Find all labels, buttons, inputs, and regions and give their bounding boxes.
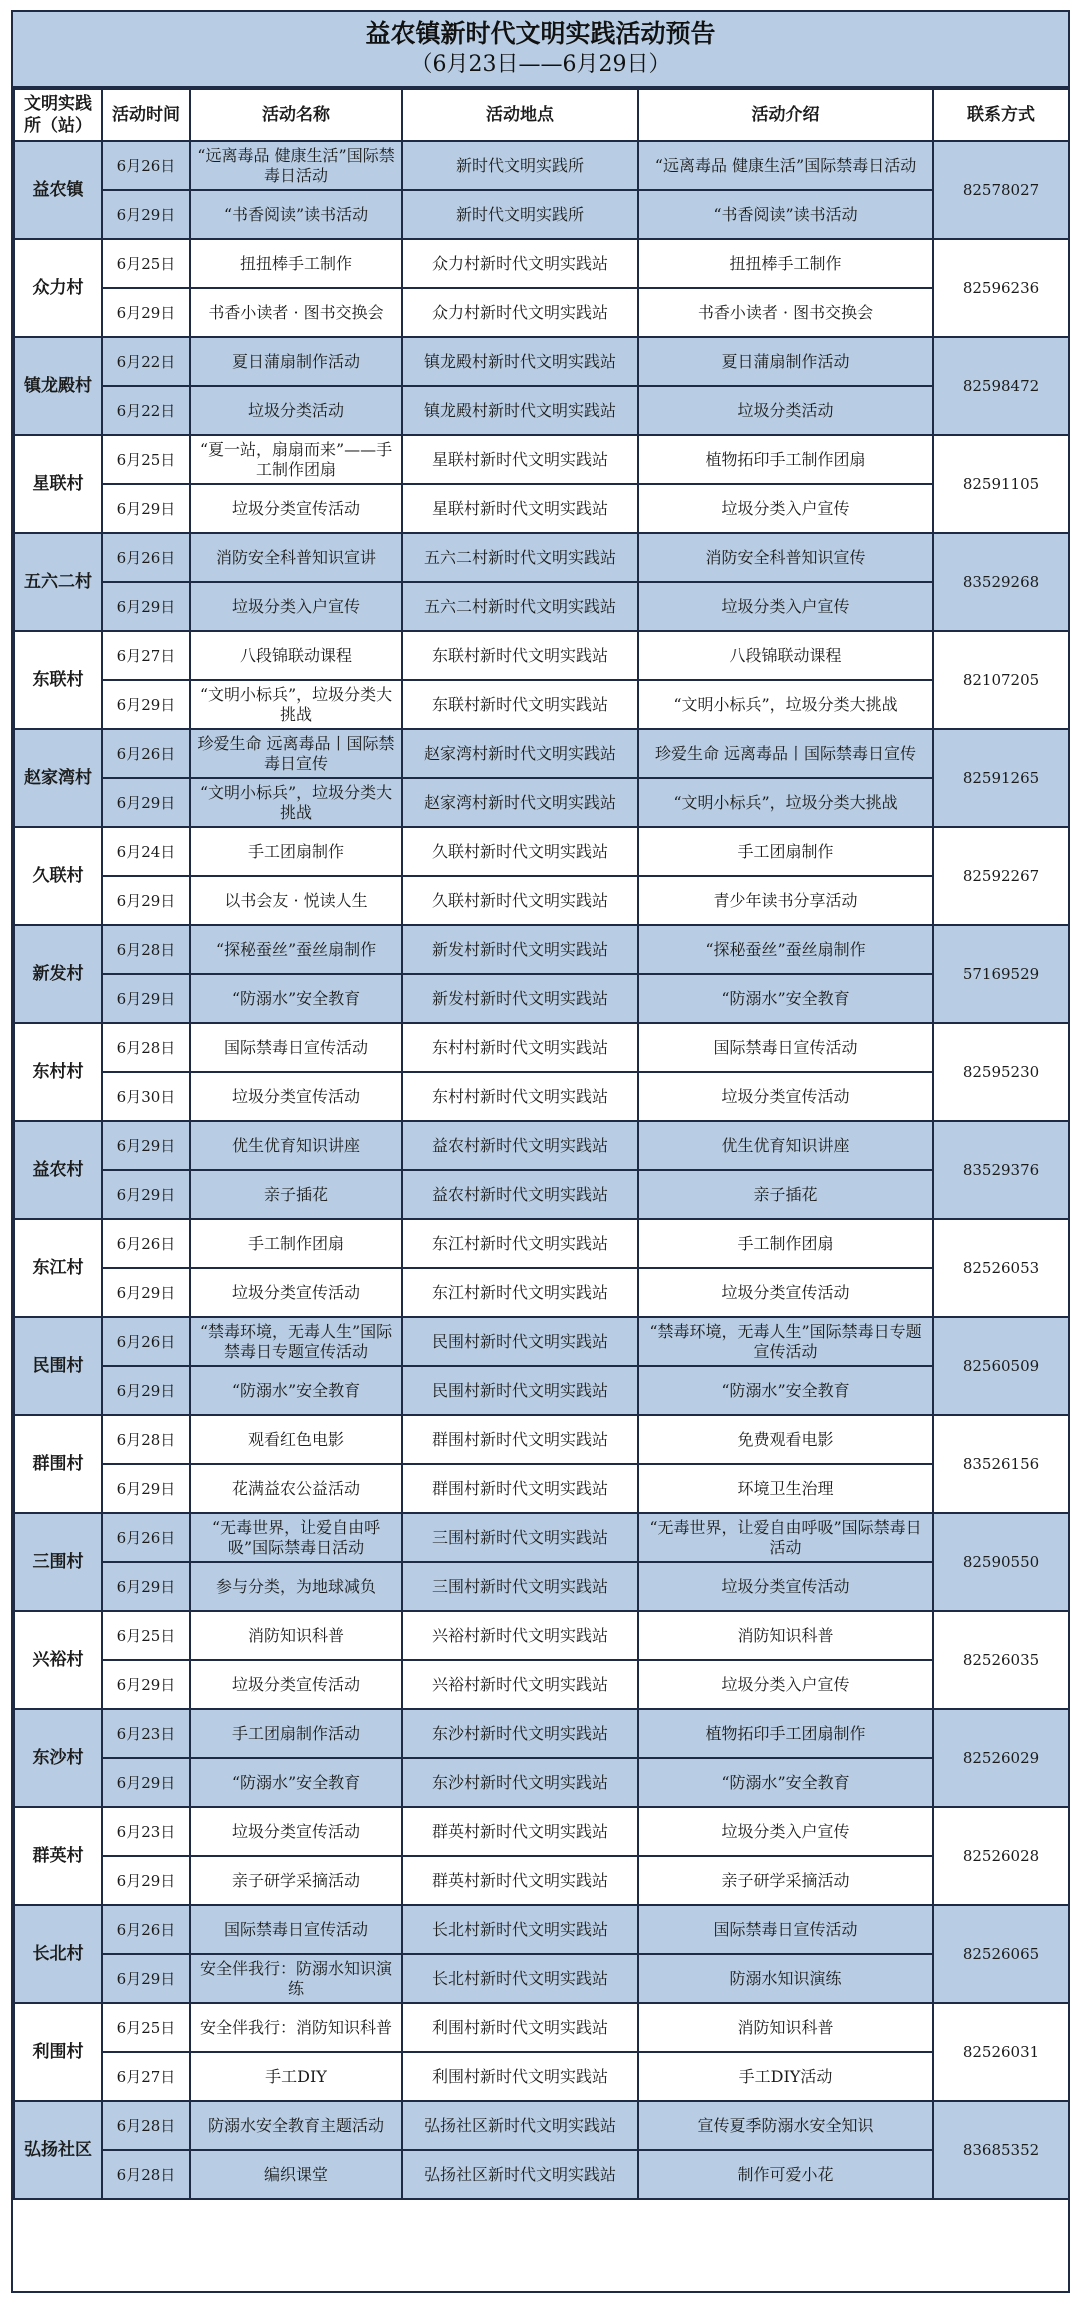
activity-name: 消防知识科普 xyxy=(190,1611,402,1660)
activity-location: 弘扬社区新时代文明实践站 xyxy=(402,2101,638,2150)
site-name: 众力村 xyxy=(14,239,102,337)
activity-name: 垃圾分类宣传活动 xyxy=(190,484,402,533)
activity-date: 6月25日 xyxy=(102,1611,190,1660)
activity-description: “防溺水”安全教育 xyxy=(638,1758,933,1807)
header-time: 活动时间 xyxy=(102,89,190,141)
schedule-sheet xyxy=(11,10,1070,2293)
activity-description: 宣传夏季防溺水安全知识 xyxy=(638,2101,933,2150)
activity-description: 垃圾分类入户宣传 xyxy=(638,484,933,533)
contact-phone: 82595230 xyxy=(933,1023,1069,1121)
activity-name: 亲子研学采摘活动 xyxy=(190,1856,402,1905)
table-row xyxy=(14,2150,1069,2199)
activity-location: 利围村新时代文明实践站 xyxy=(402,2052,638,2101)
activity-date: 6月23日 xyxy=(102,1709,190,1758)
site-name: 利围村 xyxy=(14,2003,102,2101)
activity-description: 垃圾分类活动 xyxy=(638,386,933,435)
activity-location: 赵家湾村新时代文明实践站 xyxy=(402,778,638,827)
activity-description: 植物拓印手工制作团扇 xyxy=(638,435,933,484)
activity-description: “防溺水”安全教育 xyxy=(638,974,933,1023)
activity-date: 6月24日 xyxy=(102,827,190,876)
contact-phone: 82591265 xyxy=(933,729,1069,827)
activity-location: 五六二村新时代文明实践站 xyxy=(402,582,638,631)
activity-name: 安全伴我行：消防知识科普 xyxy=(190,2003,402,2052)
activity-name: 优生优育知识讲座 xyxy=(190,1121,402,1170)
activity-location: 久联村新时代文明实践站 xyxy=(402,827,638,876)
table-row xyxy=(14,1954,1069,2003)
activity-date: 6月25日 xyxy=(102,2003,190,2052)
activity-location: 弘扬社区新时代文明实践站 xyxy=(402,2150,638,2199)
activity-name: 夏日蒲扇制作活动 xyxy=(190,337,402,386)
table-row xyxy=(14,1464,1069,1513)
table-row xyxy=(14,2003,1069,2052)
activity-name: 安全伴我行：防溺水知识演练 xyxy=(190,1954,402,2003)
activity-name: 垃圾分类宣传活动 xyxy=(190,1660,402,1709)
activity-date: 6月27日 xyxy=(102,631,190,680)
activity-date: 6月29日 xyxy=(102,1366,190,1415)
date-range-subtitle: （6月23日——6月29日） xyxy=(410,52,671,77)
activity-date: 6月28日 xyxy=(102,2150,190,2199)
table-row xyxy=(14,1023,1069,1072)
table-row xyxy=(14,1317,1069,1366)
activity-description: 消防安全科普知识宣传 xyxy=(638,533,933,582)
activity-date: 6月29日 xyxy=(102,1562,190,1611)
table-row xyxy=(14,1366,1069,1415)
activity-date: 6月28日 xyxy=(102,925,190,974)
table-row xyxy=(14,239,1069,288)
contact-phone: 83526156 xyxy=(933,1415,1069,1513)
contact-phone: 82592267 xyxy=(933,827,1069,925)
activity-description: 青少年读书分享活动 xyxy=(638,876,933,925)
table-row xyxy=(14,1268,1069,1317)
table-row xyxy=(14,1415,1069,1464)
activity-name: 垃圾分类宣传活动 xyxy=(190,1807,402,1856)
activity-name: “防溺水”安全教育 xyxy=(190,974,402,1023)
contact-phone: 82526029 xyxy=(933,1709,1069,1807)
activity-name: 花满益农公益活动 xyxy=(190,1464,402,1513)
activity-location: 东江村新时代文明实践站 xyxy=(402,1219,638,1268)
activity-name: 垃圾分类活动 xyxy=(190,386,402,435)
table-row xyxy=(14,1709,1069,1758)
activity-location: 群围村新时代文明实践站 xyxy=(402,1464,638,1513)
site-name: 星联村 xyxy=(14,435,102,533)
activity-date: 6月26日 xyxy=(102,1513,190,1562)
contact-phone: 83685352 xyxy=(933,2101,1069,2199)
activity-name: “远离毒品 健康生活”国际禁毒日活动 xyxy=(190,141,402,190)
activity-location: 益农村新时代文明实践站 xyxy=(402,1170,638,1219)
activity-description: 制作可爱小花 xyxy=(638,2150,933,2199)
activity-location: 东村村新时代文明实践站 xyxy=(402,1072,638,1121)
activity-location: 长北村新时代文明实践站 xyxy=(402,1905,638,1954)
activity-date: 6月29日 xyxy=(102,190,190,239)
title-banner xyxy=(13,12,1068,88)
table-row xyxy=(14,1170,1069,1219)
activity-description: 植物拓印手工团扇制作 xyxy=(638,1709,933,1758)
activity-location: 众力村新时代文明实践站 xyxy=(402,288,638,337)
site-name: 五六二村 xyxy=(14,533,102,631)
contact-phone: 82591105 xyxy=(933,435,1069,533)
activity-name: 国际禁毒日宣传活动 xyxy=(190,1023,402,1072)
activity-description: 消防知识科普 xyxy=(638,1611,933,1660)
activity-date: 6月29日 xyxy=(102,1170,190,1219)
activity-date: 6月26日 xyxy=(102,533,190,582)
table-row xyxy=(14,876,1069,925)
activity-name: 亲子插花 xyxy=(190,1170,402,1219)
activity-date: 6月27日 xyxy=(102,2052,190,2101)
activity-date: 6月29日 xyxy=(102,1268,190,1317)
activity-location: 五六二村新时代文明实践站 xyxy=(402,533,638,582)
activity-name: 观看红色电影 xyxy=(190,1415,402,1464)
site-name: 新发村 xyxy=(14,925,102,1023)
activity-name: 手工制作团扇 xyxy=(190,1219,402,1268)
activity-date: 6月28日 xyxy=(102,1023,190,1072)
activity-description: “远离毒品 健康生活”国际禁毒日活动 xyxy=(638,141,933,190)
activity-date: 6月29日 xyxy=(102,1954,190,2003)
site-name: 兴裕村 xyxy=(14,1611,102,1709)
table-row xyxy=(14,729,1069,778)
activity-location: 众力村新时代文明实践站 xyxy=(402,239,638,288)
activity-description: 亲子插花 xyxy=(638,1170,933,1219)
activity-name: “文明小标兵”，垃圾分类大挑战 xyxy=(190,778,402,827)
activity-location: 三围村新时代文明实践站 xyxy=(402,1562,638,1611)
activity-location: 利围村新时代文明实践站 xyxy=(402,2003,638,2052)
activity-date: 6月29日 xyxy=(102,974,190,1023)
header-location: 活动地点 xyxy=(402,89,638,141)
table-row xyxy=(14,1611,1069,1660)
table-row xyxy=(14,288,1069,337)
activity-date: 6月29日 xyxy=(102,778,190,827)
activity-name: 编织课堂 xyxy=(190,2150,402,2199)
contact-phone: 82598472 xyxy=(933,337,1069,435)
table-row xyxy=(14,2052,1069,2101)
activity-location: 群英村新时代文明实践站 xyxy=(402,1856,638,1905)
header-description: 活动介绍 xyxy=(638,89,933,141)
header-site: 文明实践所（站） xyxy=(14,89,102,141)
activity-location: 星联村新时代文明实践站 xyxy=(402,484,638,533)
table-row xyxy=(14,337,1069,386)
site-name: 东沙村 xyxy=(14,1709,102,1807)
table-row xyxy=(14,1758,1069,1807)
contact-phone: 82560509 xyxy=(933,1317,1069,1415)
activity-location: 群英村新时代文明实践站 xyxy=(402,1807,638,1856)
activity-date: 6月28日 xyxy=(102,2101,190,2150)
activity-name: 珍爱生命 远离毒品丨国际禁毒日宣传 xyxy=(190,729,402,778)
activity-date: 6月29日 xyxy=(102,1121,190,1170)
contact-phone: 82578027 xyxy=(933,141,1069,239)
site-name: 群英村 xyxy=(14,1807,102,1905)
table-row xyxy=(14,827,1069,876)
activity-location: 长北村新时代文明实践站 xyxy=(402,1954,638,2003)
site-name: 益农镇 xyxy=(14,141,102,239)
activity-name: 扭扭棒手工制作 xyxy=(190,239,402,288)
site-name: 镇龙殿村 xyxy=(14,337,102,435)
activity-name: 垃圾分类宣传活动 xyxy=(190,1268,402,1317)
activity-description: 扭扭棒手工制作 xyxy=(638,239,933,288)
activity-location: 新时代文明实践所 xyxy=(402,141,638,190)
activity-location: 新发村新时代文明实践站 xyxy=(402,974,638,1023)
activity-location: 兴裕村新时代文明实践站 xyxy=(402,1611,638,1660)
table-row xyxy=(14,1660,1069,1709)
header-contact: 联系方式 xyxy=(933,89,1069,141)
activity-name: “禁毒环境，无毒人生”国际禁毒日专题宣传活动 xyxy=(190,1317,402,1366)
activity-name: 消防安全科普知识宣讲 xyxy=(190,533,402,582)
activity-date: 6月29日 xyxy=(102,484,190,533)
activity-date: 6月22日 xyxy=(102,337,190,386)
header-row xyxy=(14,89,1069,141)
activity-date: 6月26日 xyxy=(102,1219,190,1268)
activity-location: 东村村新时代文明实践站 xyxy=(402,1023,638,1072)
activity-location: 兴裕村新时代文明实践站 xyxy=(402,1660,638,1709)
contact-phone: 82526031 xyxy=(933,2003,1069,2101)
activity-description: 垃圾分类入户宣传 xyxy=(638,582,933,631)
activity-location: 久联村新时代文明实践站 xyxy=(402,876,638,925)
activity-description: “书香阅读”读书活动 xyxy=(638,190,933,239)
activity-name: “防溺水”安全教育 xyxy=(190,1366,402,1415)
activity-description: 手工制作团扇 xyxy=(638,1219,933,1268)
site-name: 东江村 xyxy=(14,1219,102,1317)
activity-date: 6月29日 xyxy=(102,288,190,337)
page-title: 益农镇新时代文明实践活动预告 xyxy=(365,19,716,48)
activity-date: 6月28日 xyxy=(102,1415,190,1464)
activity-location: 赵家湾村新时代文明实践站 xyxy=(402,729,638,778)
activity-location: 星联村新时代文明实践站 xyxy=(402,435,638,484)
table-body xyxy=(14,141,1069,2199)
activity-name: 垃圾分类入户宣传 xyxy=(190,582,402,631)
site-name: 益农村 xyxy=(14,1121,102,1219)
activity-name: 书香小读者 · 图书交换会 xyxy=(190,288,402,337)
activity-location: 民围村新时代文明实践站 xyxy=(402,1366,638,1415)
activity-name: 手工团扇制作 xyxy=(190,827,402,876)
activity-date: 6月26日 xyxy=(102,1905,190,1954)
table-row xyxy=(14,141,1069,190)
table-row xyxy=(14,1072,1069,1121)
table-row xyxy=(14,533,1069,582)
activity-location: 镇龙殿村新时代文明实践站 xyxy=(402,337,638,386)
activity-name: 参与分类，为地球减负 xyxy=(190,1562,402,1611)
activity-description: 消防知识科普 xyxy=(638,2003,933,2052)
activity-description: 垃圾分类宣传活动 xyxy=(638,1562,933,1611)
activity-date: 6月29日 xyxy=(102,1464,190,1513)
table-row xyxy=(14,190,1069,239)
activity-name: 垃圾分类宣传活动 xyxy=(190,1072,402,1121)
activity-date: 6月22日 xyxy=(102,386,190,435)
contact-phone: 82526053 xyxy=(933,1219,1069,1317)
activity-date: 6月29日 xyxy=(102,1660,190,1709)
activity-description: 国际禁毒日宣传活动 xyxy=(638,1023,933,1072)
contact-phone: 82526035 xyxy=(933,1611,1069,1709)
activity-location: 东沙村新时代文明实践站 xyxy=(402,1758,638,1807)
table-row xyxy=(14,1219,1069,1268)
site-name: 东联村 xyxy=(14,631,102,729)
activity-date: 6月29日 xyxy=(102,582,190,631)
activity-date: 6月26日 xyxy=(102,1317,190,1366)
activity-description: “探秘蚕丝”蚕丝扇制作 xyxy=(638,925,933,974)
activity-date: 6月23日 xyxy=(102,1807,190,1856)
site-name: 东村村 xyxy=(14,1023,102,1121)
activity-location: 新时代文明实践所 xyxy=(402,190,638,239)
activity-description: 垃圾分类入户宣传 xyxy=(638,1807,933,1856)
activity-date: 6月26日 xyxy=(102,729,190,778)
table-row xyxy=(14,1905,1069,1954)
activity-location: 东江村新时代文明实践站 xyxy=(402,1268,638,1317)
activity-description: 夏日蒲扇制作活动 xyxy=(638,337,933,386)
activity-name: “无毒世界，让爱自由呼吸”国际禁毒日活动 xyxy=(190,1513,402,1562)
activity-description: 防溺水知识演练 xyxy=(638,1954,933,2003)
table-row xyxy=(14,1856,1069,1905)
site-name: 长北村 xyxy=(14,1905,102,2003)
activity-name: 防溺水安全教育主题活动 xyxy=(190,2101,402,2150)
table-row xyxy=(14,2101,1069,2150)
contact-phone: 82526065 xyxy=(933,1905,1069,2003)
activity-date: 6月29日 xyxy=(102,1758,190,1807)
activity-date: 6月29日 xyxy=(102,876,190,925)
activity-description: “无毒世界，让爱自由呼吸”国际禁毒日活动 xyxy=(638,1513,933,1562)
activity-description: 八段锦联动课程 xyxy=(638,631,933,680)
activity-description: “文明小标兵”，垃圾分类大挑战 xyxy=(638,778,933,827)
contact-phone: 82107205 xyxy=(933,631,1069,729)
table-row xyxy=(14,484,1069,533)
table-row xyxy=(14,925,1069,974)
activity-date: 6月25日 xyxy=(102,239,190,288)
table-row xyxy=(14,1121,1069,1170)
activity-location: 镇龙殿村新时代文明实践站 xyxy=(402,386,638,435)
table-row xyxy=(14,582,1069,631)
activity-table xyxy=(13,88,1070,2200)
activity-description: “文明小标兵”，垃圾分类大挑战 xyxy=(638,680,933,729)
table-row xyxy=(14,386,1069,435)
activity-name: 八段锦联动课程 xyxy=(190,631,402,680)
table-row xyxy=(14,631,1069,680)
activity-description: 书香小读者 · 图书交换会 xyxy=(638,288,933,337)
activity-date: 6月29日 xyxy=(102,680,190,729)
activity-name: “探秘蚕丝”蚕丝扇制作 xyxy=(190,925,402,974)
table-row xyxy=(14,435,1069,484)
table-row xyxy=(14,1807,1069,1856)
activity-description: 手工团扇制作 xyxy=(638,827,933,876)
activity-location: 东联村新时代文明实践站 xyxy=(402,631,638,680)
activity-description: “禁毒环境，无毒人生”国际禁毒日专题宣传活动 xyxy=(638,1317,933,1366)
activity-name: 国际禁毒日宣传活动 xyxy=(190,1905,402,1954)
activity-description: 环境卫生治理 xyxy=(638,1464,933,1513)
activity-date: 6月26日 xyxy=(102,141,190,190)
activity-location: 益农村新时代文明实践站 xyxy=(402,1121,638,1170)
activity-location: 群围村新时代文明实践站 xyxy=(402,1415,638,1464)
activity-name: 手工DIY xyxy=(190,2052,402,2101)
table-row xyxy=(14,1562,1069,1611)
site-name: 民围村 xyxy=(14,1317,102,1415)
activity-description: 国际禁毒日宣传活动 xyxy=(638,1905,933,1954)
site-name: 赵家湾村 xyxy=(14,729,102,827)
activity-date: 6月30日 xyxy=(102,1072,190,1121)
activity-description: 手工DIY活动 xyxy=(638,2052,933,2101)
activity-location: 民围村新时代文明实践站 xyxy=(402,1317,638,1366)
activity-location: 东联村新时代文明实践站 xyxy=(402,680,638,729)
contact-phone: 82596236 xyxy=(933,239,1069,337)
activity-location: 三围村新时代文明实践站 xyxy=(402,1513,638,1562)
activity-date: 6月29日 xyxy=(102,1856,190,1905)
activity-description: 优生优育知识讲座 xyxy=(638,1121,933,1170)
contact-phone: 83529268 xyxy=(933,533,1069,631)
activity-description: 亲子研学采摘活动 xyxy=(638,1856,933,1905)
site-name: 久联村 xyxy=(14,827,102,925)
contact-phone: 57169529 xyxy=(933,925,1069,1023)
activity-description: “防溺水”安全教育 xyxy=(638,1366,933,1415)
header-activity-name: 活动名称 xyxy=(190,89,402,141)
contact-phone: 82590550 xyxy=(933,1513,1069,1611)
activity-description: 垃圾分类宣传活动 xyxy=(638,1268,933,1317)
table-row xyxy=(14,1513,1069,1562)
activity-date: 6月25日 xyxy=(102,435,190,484)
table-row xyxy=(14,680,1069,729)
activity-name: “文明小标兵”，垃圾分类大挑战 xyxy=(190,680,402,729)
activity-location: 新发村新时代文明实践站 xyxy=(402,925,638,974)
activity-name: “夏一站，扇扇而来”——手工制作团扇 xyxy=(190,435,402,484)
contact-phone: 82526028 xyxy=(933,1807,1069,1905)
activity-name: 以书会友 · 悦读人生 xyxy=(190,876,402,925)
site-name: 弘扬社区 xyxy=(14,2101,102,2199)
activity-name: “防溺水”安全教育 xyxy=(190,1758,402,1807)
table-row xyxy=(14,974,1069,1023)
activity-location: 东沙村新时代文明实践站 xyxy=(402,1709,638,1758)
activity-description: 垃圾分类入户宣传 xyxy=(638,1660,933,1709)
activity-description: 珍爱生命 远离毒品丨国际禁毒日宣传 xyxy=(638,729,933,778)
site-name: 三围村 xyxy=(14,1513,102,1611)
activity-name: “书香阅读”读书活动 xyxy=(190,190,402,239)
activity-description: 免费观看电影 xyxy=(638,1415,933,1464)
contact-phone: 83529376 xyxy=(933,1121,1069,1219)
activity-description: 垃圾分类宣传活动 xyxy=(638,1072,933,1121)
site-name: 群围村 xyxy=(14,1415,102,1513)
activity-name: 手工团扇制作活动 xyxy=(190,1709,402,1758)
table-row xyxy=(14,778,1069,827)
